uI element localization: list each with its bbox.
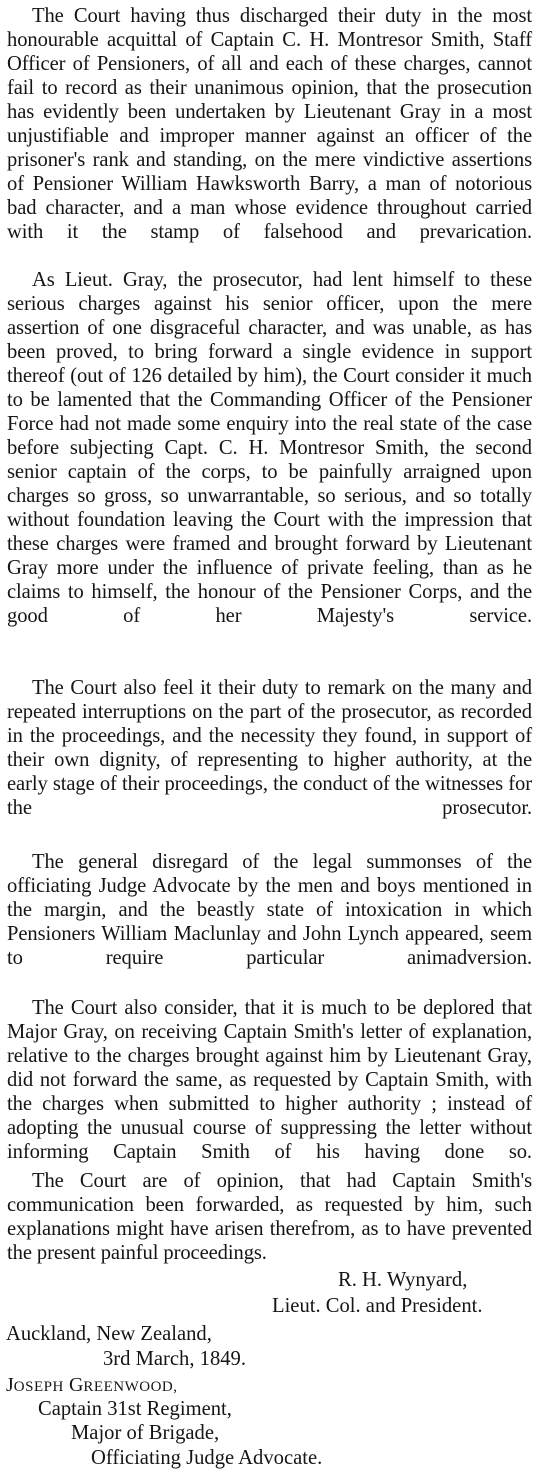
signatory-rank: Captain 31st Regiment, xyxy=(38,1398,232,1420)
paragraph-interruptions: The Court also feel it their duty to remark on the many and repeated interruptions on the part of the prosecutor, as recorded in the proceedings, and the necessity they found, in support of their own dignity, of representing to higher authority, at the early stage of their proceedings, the conduct of the witnesses for the prosecutor. xyxy=(7,677,532,819)
signatory-office: Officiating Judge Advocate. xyxy=(91,1447,323,1469)
signatory-first-rest: OSEPH xyxy=(13,1379,64,1395)
paragraph-summonses: The general disregard of the legal summonses of the officiating Judge Advocate by the men and boys mentioned in the margin, and the beastly state of intoxication in which Pensioners William Maclunlay and John Lynch appeared, seem to require particular animadversion. xyxy=(7,851,532,969)
date-line: 3rd March, 1849. xyxy=(103,1348,246,1370)
president-title: Lieut. Col. and President. xyxy=(272,1295,483,1317)
paragraph-major-gray: The Court also consider, that it is much to be deplored that Major Gray, on receiving Captain Smith's letter of explanation, relative to the charges brought against him by Lieutenant Gray, did not forward the same, as requested by Captain Smith, with the charges when submitted to higher authority ; instead of adopting the unusual course of suppressing the letter without informing Captain Smith of his having done so. xyxy=(7,997,532,1163)
signatory-first-initial: J xyxy=(6,1374,14,1396)
president-name: R. H. Wynyard, xyxy=(338,1269,468,1291)
paragraph-acquittal: The Court having thus discharged their duty in the most honourable acquittal of Captain C. H. Montresor Smith, Staff Officer of Pensioners, of all and each of these charges, cannot fail to record as their unanimous opinion, that the prosecution has evidently been undertaken by Lieutenant Gray in a most unjustifiable and improper manner against an officer of the prisoner's rank and standing, on the mere vindictive assertions of Pensioner William Hawksworth Barry, a man of notorious bad character, and a man whose evidence throughout carried with it the stamp of falsehood and prevarication. xyxy=(7,5,532,243)
signatory-role: Major of Brigade, xyxy=(71,1422,220,1444)
paragraph-lieut-gray: As Lieut. Gray, the prosecutor, had lent himself to these serious charges against his senior officer, upon the mere assertion of one disgraceful character, and was unable, as has been proved, to bring forward a single evidence in support thereof (out of 126 detailed by him), the Court consider it much to be lamented that the Commanding Officer of the Pensioner Force had not made some enquiry into the real state of the case before subjecting Capt. C. H. Montresor Smith, the second senior captain of the corps, to be painfully arraigned upon charges so gross, so unwarrantable, so serious, and so totally without foundation leaving the Court with the impression that these charges were framed and brought forward by Lieutenant Gray more under the influence of private feeling, than as he claims to himself, the honour of the Pensioner Corps, and the good of her Majesty's service. xyxy=(7,269,532,627)
signatory-name xyxy=(6,1373,178,1399)
signatory-last-rest: REENWOOD, xyxy=(83,1379,178,1395)
place-line: Auckland, New Zealand, xyxy=(6,1323,212,1345)
signatory-last-initial: G xyxy=(68,1374,84,1396)
paragraph-opinion: The Court are of opinion, that had Captain Smith's communication been forwarded, as requested by him, such explanations might have arisen therefrom, as to have prevented the present painful proceedings. xyxy=(7,1170,532,1264)
